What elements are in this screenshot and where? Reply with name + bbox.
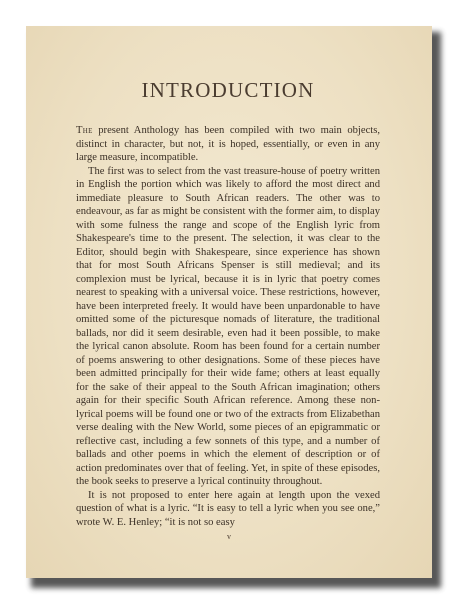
paragraph-1-lead: The (76, 125, 93, 136)
page-number: v (227, 532, 231, 541)
paragraph-1-text: present Anthology has been compiled with two main objects, distinct in character, but not, it is hoped, essentially, or even in any large measure, incompatible. (76, 125, 380, 163)
book-page (26, 26, 432, 578)
paragraph-3: It is not proposed to enter here again at length upon the vexed question of what is a lyric. “It is easy to tell a lyric when you see one,” wrote W. E. Henley; “it is not so easy (76, 489, 380, 528)
paragraph-1 (76, 124, 380, 165)
paragraph-2: The first was to select from the vast treasure-house of poetry written in English the portion which was likely to afford the most direct and immediate pleasure to South African readers. The other was to endeavour, as far as might be consistent with the former aim, to display with some fulness the range and scope of the English lyric from Shakespeare's time to the present. The selection, it was clear to the Editor, should begin with Shakespeare, since experience has shown that for most South Africans Spenser is still medieval; and its complexion must be lyrical, because it is in lyric that poetry comes nearest to speaking with a universal voice. These restrictions, however, have been interpreted freely. It would have been unpardonable to have omitted some of the picturesque nomads of literature, the traditional ballads, nor did it seem desirable, even had it been possible, to make the lyrical canon absolute. Room has been found for a certain number of poems answering to other designations. Some of these pieces have been admitted principally for their wide fame; others at least equally for the sake of their appeal to the South African imagination; others again for their specific South African reference. Among these non-lyrical poems will be found one or two of the extracts from Elizabethan verse dealing with the New World, some pieces of an epigrammatic or reflective cast, including a few sonnets of this type, and a number of ballads and other poems in which the element of description or of action predominates over that of feeling. Yet, in spite of these episodes, the book seeks to preserve a lyrical continuity throughout. (76, 165, 380, 487)
page-heading: INTRODUCTION (141, 78, 315, 102)
